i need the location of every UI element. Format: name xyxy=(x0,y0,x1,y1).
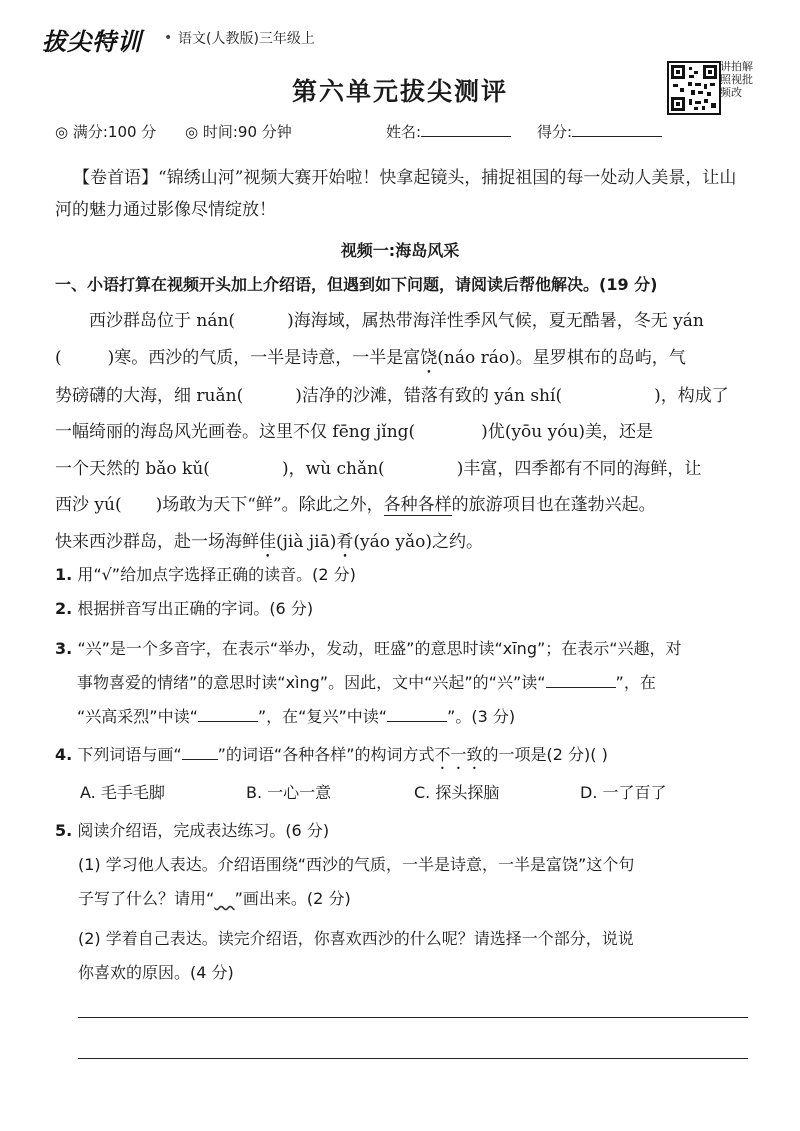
passage-text: 西沙 yú( xyxy=(55,495,122,515)
question-item-5-1: (1) 学习他人表达。介绍语围绕“西沙的气质，一半是诗意，一半是富饶”这个句 子写了什么？请用“ ”画出来。(2 分) xyxy=(78,855,635,908)
dotted-char: 饶 xyxy=(420,347,438,368)
question-item-4: 4. 下列词语与画“ ”的词语“各种各样”的构词方式不一致的一项是(2 分)( ) xyxy=(55,745,608,764)
passage-text: 的旅游项目也在蓬勃兴起。 xyxy=(451,495,656,515)
passage-text: )寒。西沙的气质，一半是诗意，一半是富 xyxy=(107,347,421,368)
question-heading: 一、小语打算在视频开头加上介绍语，但遇到如下问题，请阅读后帮他解决。(19 分) xyxy=(55,275,658,294)
passage-text: 快来西沙群岛，赴一场海鲜 xyxy=(55,531,259,552)
passage-text: ( xyxy=(55,347,62,368)
option-b[interactable]: B. 一心一意 xyxy=(246,783,332,802)
question-item-1: 1. 用“√”给加点字选择正确的读音。(2 分) xyxy=(55,565,356,584)
passage-text: (yōu yóu)美，还是 xyxy=(504,422,654,442)
passage-text: )优 xyxy=(481,422,505,442)
wavy-line-sample xyxy=(214,889,234,908)
page-title: 第六单元拔尖测评 xyxy=(291,77,508,106)
answer-blank[interactable] xyxy=(198,721,258,722)
dotted-char: 佳 xyxy=(259,531,276,552)
answer-blank[interactable] xyxy=(546,687,616,688)
passage xyxy=(55,303,755,562)
passage-text: 西沙群岛位于 nán( xyxy=(89,311,236,331)
time-limit: ◎ 时间:90 分钟 xyxy=(185,123,292,141)
qr-side-text: 讲拍解照视批频改 xyxy=(720,60,753,99)
passage-text: (yáo yǎo)之约。 xyxy=(353,531,483,552)
question-item-5-2: (2) 学着自己表达。读完介绍语，你喜欢西沙的什么呢？请选择一个部分，说说 你喜欢的原因。(4 分) xyxy=(78,929,634,982)
answer-line[interactable] xyxy=(78,1017,748,1018)
full-score: ◎ 满分:100 分 xyxy=(55,123,157,141)
passage-text: )海海域，属热带海洋性季风气候，夏无酷暑，冬无 yán xyxy=(287,311,704,331)
preface-text: “锦绣山河”视频大赛开始啦！快拿起镜头，捕捉祖国的每一处动人美景，让山河的魅力通过影像尽情绽放！ xyxy=(55,168,737,220)
option-d[interactable]: D. 一了百了 xyxy=(580,783,667,802)
score-field[interactable] xyxy=(572,136,662,137)
option-c[interactable]: C. 探头探脑 xyxy=(414,783,500,802)
header-separator: • xyxy=(164,30,173,46)
passage-text: 势磅礴的大海，细 ruǎn( xyxy=(55,385,244,406)
passage-text: )，wù chǎn( xyxy=(281,458,385,479)
dotted-char: 肴 xyxy=(336,531,354,552)
subject-label: 语文(人教版)三年级上 xyxy=(178,31,315,47)
name-field[interactable] xyxy=(421,136,511,137)
answer-blank[interactable] xyxy=(387,721,447,722)
passage-text: (náo ráo)。星罗棋布的岛屿，气 xyxy=(437,347,686,368)
preface xyxy=(55,162,750,226)
question-item-5: 5. 阅读介绍语，完成表达练习。(6 分) xyxy=(55,821,330,840)
preface-label: 【卷首语】 xyxy=(73,168,158,188)
passage-text: )场敢为天下“鲜”。除此之外， xyxy=(155,495,384,515)
passage-text: )丰富，四季都有不同的海鲜，让 xyxy=(456,458,702,479)
name-label: 姓名: xyxy=(386,123,422,141)
dotted-phrase: 不一致 xyxy=(434,745,483,764)
passage-text: (jià jiā) xyxy=(276,531,337,552)
underlined-phrase: 各种各样 xyxy=(383,495,452,515)
score-label: 得分: xyxy=(537,123,573,141)
passage-text: )，构成了 xyxy=(654,385,729,406)
section-title: 视频一:海岛风采 xyxy=(340,241,460,260)
option-a[interactable]: A. 毛手毛脚 xyxy=(80,783,165,802)
question-item-3: 3. “兴”是一个多音字，在表示“举办，发动，旺盛”的意思时读“xīng”；在表示“兴趣，对 事物喜爱的情绪”的意思时读“xìng”。因此，文中“兴起”的“兴”读“ ”，在 “兴高采烈”中读“ ”，在“复兴”中读“ ”。(3 分) xyxy=(55,639,682,726)
passage-text: 一幅绮丽的海岛风光画卷。这里不仅 fēng jǐng( xyxy=(55,422,416,442)
qr-code-icon[interactable] xyxy=(667,61,721,115)
brand-logo: 拔尖特训 xyxy=(42,28,142,56)
passage-text: )洁净的沙滩，错落有致的 yán shí( xyxy=(295,385,563,406)
question-item-2: 2. 根据拼音写出正确的字词。(6 分) xyxy=(55,599,314,618)
answer-line[interactable] xyxy=(78,1058,748,1059)
passage-text: 一个天然的 bǎo kǔ( xyxy=(55,458,210,479)
